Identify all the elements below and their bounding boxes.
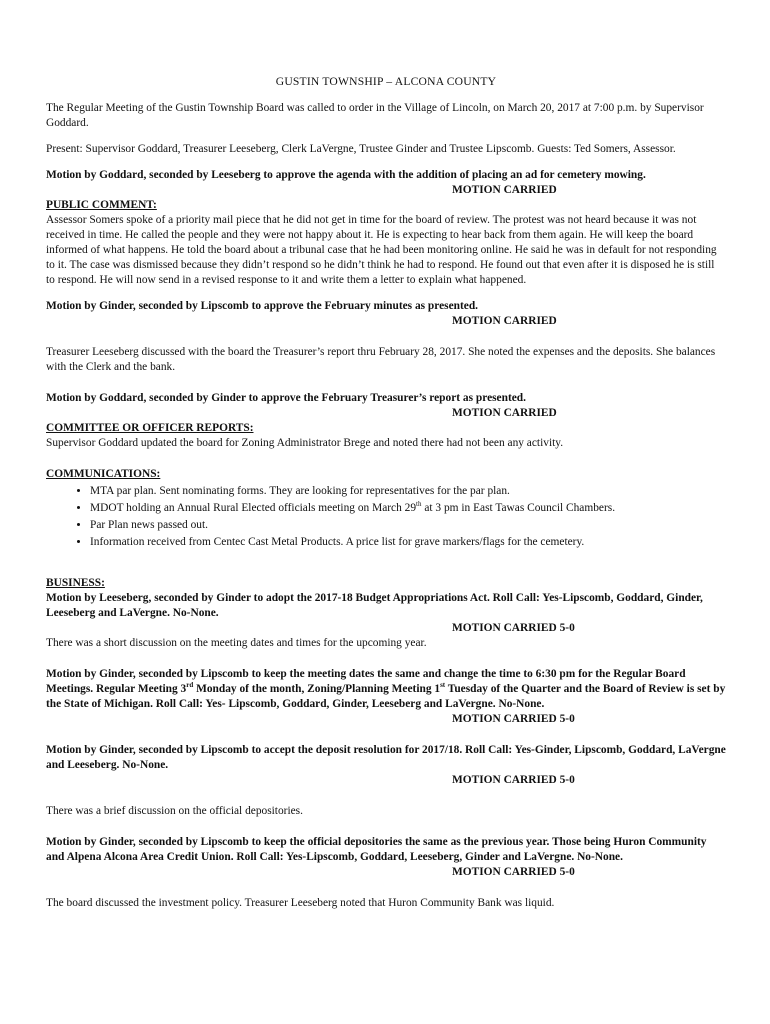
business-heading: BUSINESS: xyxy=(46,577,105,589)
motion-carried-5-0-label: MOTION CARRIED 5-0 xyxy=(452,713,575,725)
budget-motion: Motion by Leeseberg, seconded by Ginder to adopt the 2017-18 Budget Appropriations Act. Roll Call: Yes-Lipscomb, Goddard, Ginder, Leeseberg and LaVergne. No-None. xyxy=(46,592,703,619)
treasurer-motion: Motion by Goddard, seconded by Ginder to approve the February Treasurer’s report as presented. xyxy=(46,392,526,404)
motion-carried-5-0-label: MOTION CARRIED 5-0 xyxy=(452,774,575,786)
business-section xyxy=(46,576,726,911)
committee-reports-section xyxy=(46,421,726,451)
minutes-motion: Motion by Ginder, seconded by Lipscomb to approve the February minutes as presented. xyxy=(46,300,479,312)
list-item: • MDOT holding an Annual Rural Elected officials meeting on March 29th at 3 pm in East Tawas Council Chambers. xyxy=(90,501,726,516)
document-title: GUSTIN TOWNSHIP – ALCONA COUNTY xyxy=(275,75,497,88)
motion-carried-label: MOTION CARRIED xyxy=(452,315,557,327)
investment-policy-paragraph: The board discussed the investment policy. Treasurer Leeseberg noted that Huron Community Bank was liquid. xyxy=(46,897,555,909)
treasurer-report-paragraph: Treasurer Leeseberg discussed with the board the Treasurer’s report thru February 28, 2017. She noted the expenses and the deposits. She balances with the Clerk and the bank. xyxy=(46,346,716,373)
minutes-page xyxy=(46,74,726,911)
treasurer-motion-block xyxy=(46,391,726,421)
minutes-motion-block xyxy=(46,299,726,329)
meeting-dates-motion: Motion by Ginder, seconded by Lipscomb to keep the meeting dates the same and change the time to 6:30 pm for the Regular Board Meetings. Regular Meeting 3rd Monday of the month, Zoning/Planning Meeting 1st Tuesday of the Quarter and the Board of Review is set by the State of Michigan. Roll Call: Yes- Lipscomb, Goddard, Ginder, Leeseberg and LaVergne. No-None. xyxy=(46,668,726,710)
depositories-motion: Motion by Ginder, seconded by Lipscomb to keep the official depositories the same as the previous year. Those being Huron Community and Alpena Alcona Area Credit Union. Roll Call: Yes-Lipscomb, Goddard, Leeseberg, Ginder and LaVergne. No-None. xyxy=(46,836,707,863)
list-item: • Information received from Centec Cast Metal Products. A price list for grave markers/flags for the cemetery. xyxy=(90,535,726,550)
meeting-dates-motion-block xyxy=(46,667,726,727)
meeting-dates-discussion: There was a short discussion on the meeting dates and times for the upcoming year. xyxy=(46,637,427,649)
agenda-motion-block xyxy=(46,168,726,198)
deposit-motion: Motion by Ginder, seconded by Lipscomb to accept the deposit resolution for 2017/18. Roll Call: Yes-Ginder, Lipscomb, Goddard, LaVergne and Leeseberg. No-None. xyxy=(46,744,726,771)
depositories-motion-block xyxy=(46,835,726,880)
call-to-order-paragraph: The Regular Meeting of the Gustin Township Board was called to order in the Village of Lincoln, on March 20, 2017 at 7:00 p.m. by Supervisor Goddard. xyxy=(46,102,704,129)
list-item: • MTA par plan. Sent nominating forms. They are looking for representatives for the par plan. xyxy=(90,484,726,499)
communications-heading: COMMUNICATIONS: xyxy=(46,468,161,480)
committee-reports-text: Supervisor Goddard updated the board for Zoning Administrator Brege and noted there had not been any activity. xyxy=(46,437,564,449)
attendance-paragraph: Present: Supervisor Goddard, Treasurer Leeseberg, Clerk LaVergne, Trustee Ginder and Trustee Lipscomb. Guests: Ted Somers, Assessor. xyxy=(46,143,676,155)
depositories-discussion: There was a brief discussion on the official depositories. xyxy=(46,805,303,817)
deposit-motion-block xyxy=(46,743,726,788)
public-comment-section xyxy=(46,198,726,288)
motion-carried-5-0-label: MOTION CARRIED 5-0 xyxy=(452,866,575,878)
list-item: • Par Plan news passed out. xyxy=(90,518,726,533)
public-comment-heading: PUBLIC COMMENT: xyxy=(46,199,157,211)
agenda-motion: Motion by Goddard, seconded by Leeseberg to approve the agenda with the addition of placing an ad for cemetery mowing. xyxy=(46,169,646,181)
motion-carried-label: MOTION CARRIED xyxy=(452,184,557,196)
committee-reports-heading: COMMITTEE OR OFFICER REPORTS: xyxy=(46,422,254,434)
communications-list xyxy=(46,484,726,550)
public-comment-text: Assessor Somers spoke of a priority mail piece that he did not get in time for the board of review. The protest was not heard because it was not received in time. He called the people and they were not happy about it. He is expecting to hear back from them again. He will keep the board informed of what happens. He told the board about a tribunal case that he had been monitoring online. He said he was in default for not responding to it. The case was dismissed because they didn’t respond so he didn’t think he had to respond. He found out that even after it is disposed he is still to respond. He will now send in a revised response to it and write them a letter to explain what happened. xyxy=(46,214,717,286)
communications-section xyxy=(46,467,726,550)
motion-carried-label: MOTION CARRIED xyxy=(452,407,557,419)
motion-carried-5-0-label: MOTION CARRIED 5-0 xyxy=(452,622,575,634)
